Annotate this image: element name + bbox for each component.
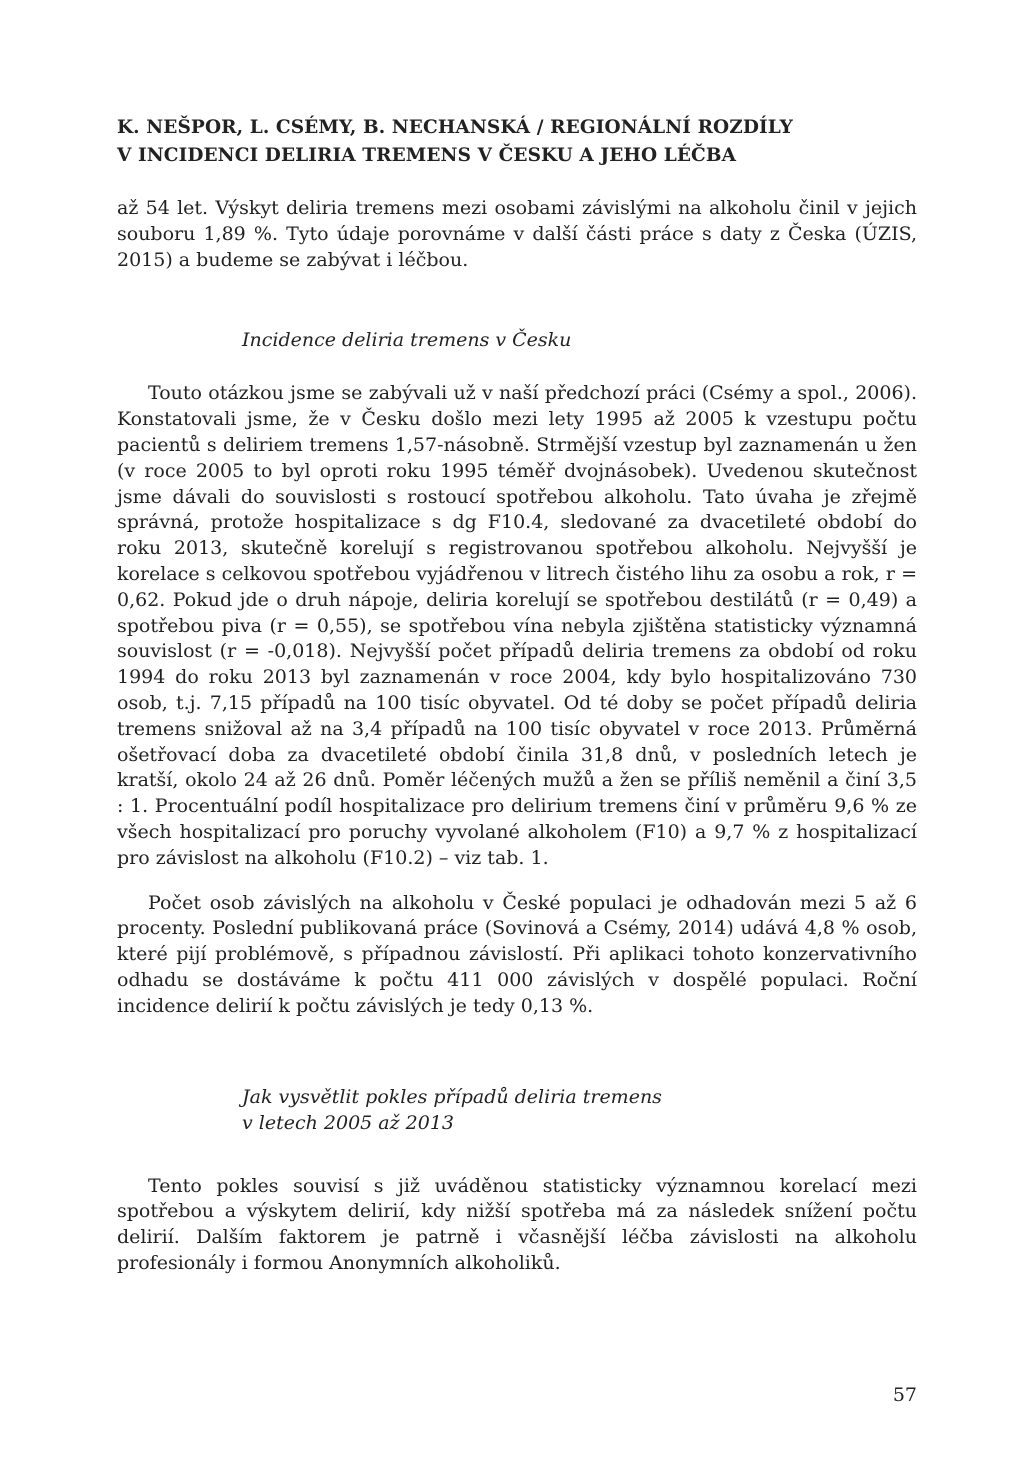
running-header-line-1: K. NEŠPOR, L. CSÉMY, B. NECHANSKÁ / REGIONÁLNÍ ROZDÍLY: [117, 117, 793, 138]
section-heading-decline-line-2: v letech 2005 až 2013: [242, 1111, 455, 1134]
paragraph-decline-1: Tento pokles souvisí s již uváděnou statisticky významnou korelací mezi spotřebou a výskytem delirií, kdy nižší spotřeba má za následek snížení počtu delirií. Dalším faktorem je patrně i včasnější léčba závislosti na alkoholu profesionály i formou Anonymních alkoholiků.: [117, 1174, 917, 1274]
running-header-line-2: V INCIDENCI DELIRIA TREMENS V ČESKU A JEHO LÉČBA: [117, 145, 737, 166]
page-content: [117, 114, 917, 1277]
running-header: [117, 114, 917, 170]
paragraph-incidence-1: Touto otázkou jsme se zabývali už v naší předchozí práci (Csémy a spol., 2006). Konstatovali jsme, že v Česku došlo mezi lety 1995 až 2005 k vzestupu počtu pacientů s deliriem tremens 1,57-násobně. Strmější vzestup byl zaznamenán u žen (v roce 2005 to byl oproti roku 1995 téměř dvojnásobek). Uvedenou skutečnost jsme dávali do souvislosti s rostoucí spotřebou alkoholu. Tato úvaha je zřejmě správná, protože hospitalizace s dg F10.4, sledované za dvacetileté období do roku 2013, skutečně korelují s registrovanou spotřebou alkoholu. Nejvyšší je korelace s celkovou spotřebou vyjádřenou v litrech čistého lihu za osobu a rok, r = 0,62. Pokud jde o druh nápoje, deliria korelují se spotřebou destilátů (r = 0,49) a spotřebou piva (r = 0,55), se spotřebou vína nebyla zjištěna statisticky významná souvislost (r = -0,018). Nejvyšší počet případů deliria tremens za období od roku 1994 do roku 2013 byl zaznamenán v roce 2004, kdy bylo hospitalizováno 730 osob, t.j. 7,15 případů na 100 tisíc obyvatel. Od té doby se počet případů deliria tremens snižoval až na 3,4 případů na 100 tisíc obyvatel v roce 2013. Průměrná ošetřovací doba za dvacetileté období činila 31,8 dnů, v posledních letech je kratší, okolo 24 až 26 dnů. Poměr léčených mužů a žen se příliš neměnil a činí 3,5 : 1. Procentuální podíl hospitalizace pro delirium tremens činí v průměru 9,6 % ze všech hospitalizací pro poruchy vyvolané alkoholem (F10) a 9,7 % z hospitalizací pro závislost na alkoholu (F10.2) – viz tab. 1.: [117, 382, 917, 869]
paragraph-intro: až 54 let. Výskyt deliria tremens mezi osobami závislými na alkoholu činil v jejich souboru 1,89 %. Tyto údaje porovnáme v další části práce s daty z Česka (ÚZIS, 2015) a budeme se zabývat i léčbou.: [117, 197, 917, 271]
paragraph-incidence-2: Počet osob závislých na alkoholu v České populaci je odhadován mezi 5 až 6 procenty. Poslední publikovaná práce (Sovinová a Csémy, 2014) udává 4,8 % osob, které pijí problémově, s případnou závislostí. Při aplikaci tohoto konzervativního odhadu se dostáváme k počtu 411 000 závislých v dospělé populaci. Roční incidence delirií k počtu závislých je tedy 0,13 %.: [117, 891, 917, 1017]
section-heading-incidence: Incidence deliria tremens v Česku: [242, 329, 572, 352]
section-heading-decline: [242, 1084, 917, 1136]
section-heading-decline-line-1: Jak vysvětlit pokles případů deliria tremens: [242, 1085, 662, 1108]
page-number: 57: [892, 1384, 917, 1406]
